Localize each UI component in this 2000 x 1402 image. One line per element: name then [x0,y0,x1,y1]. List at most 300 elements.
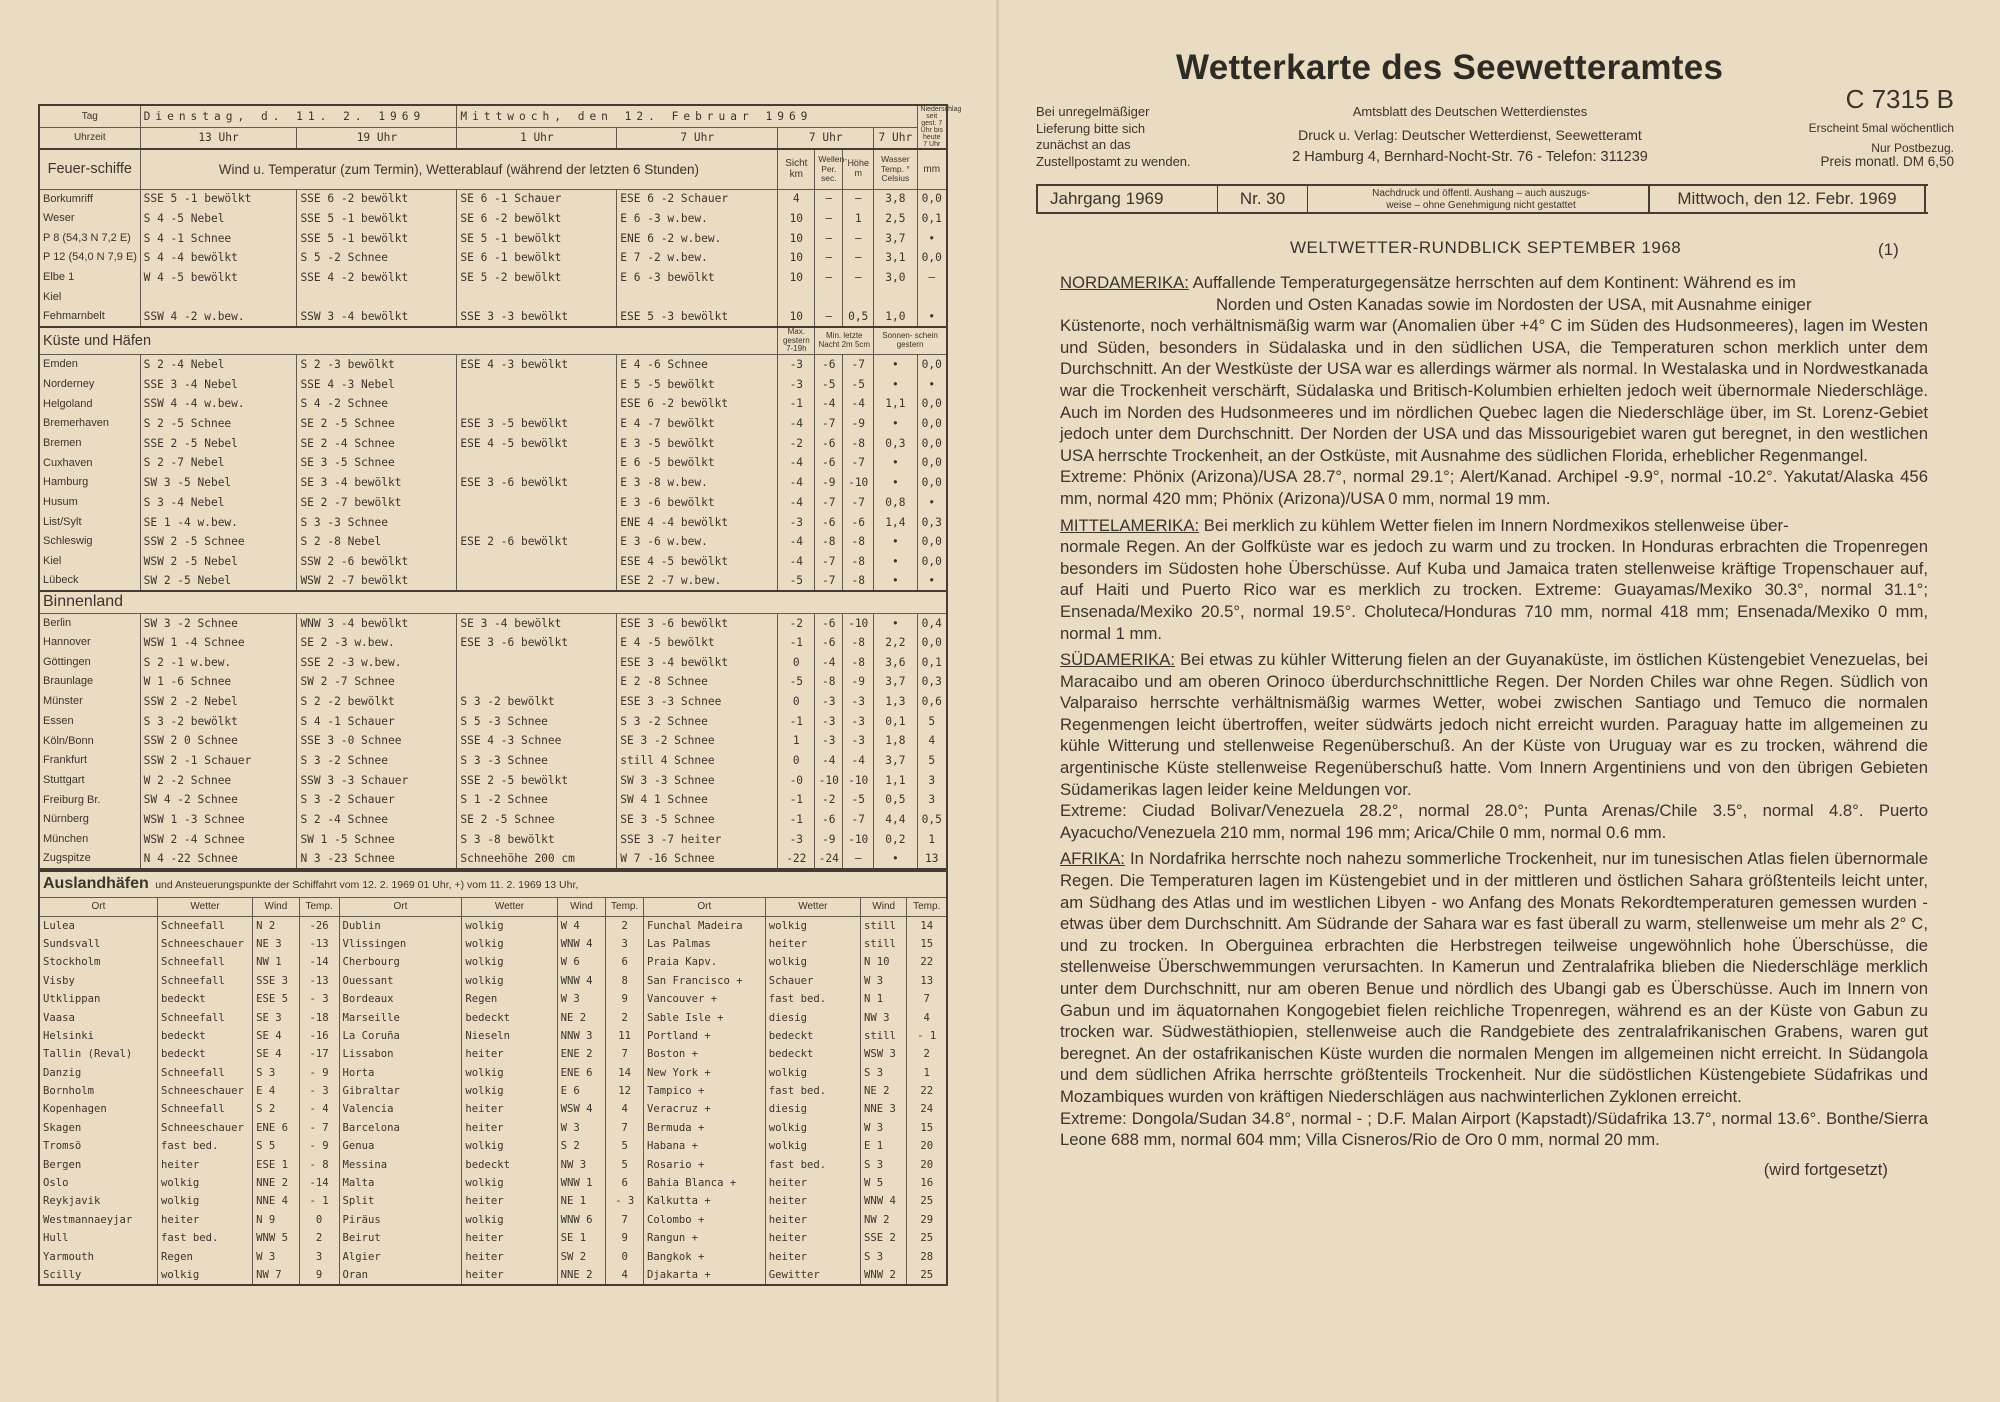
station-name: Husum [39,493,140,513]
table-cell: SE 2 -7 bewölkt [297,493,457,513]
table-cell: E 3 -8 w.bew. [617,473,778,493]
table-cell: SW 4 1 Schnee [617,790,778,810]
station-name: München [39,830,140,850]
table-cell: WNW 4 [557,972,606,990]
table-cell: heiter [765,1193,860,1211]
table-cell: WNW 4 [557,935,606,953]
port-name: Lissabon [339,1045,462,1063]
table-cell: 0,0 [917,473,947,493]
port-name: La Coruña [339,1027,462,1045]
table-cell: fast bed. [157,1137,252,1155]
column-header: Ort [643,897,765,917]
nachdruck-line: weise – ohne Genehmigung nicht gestattet [1386,200,1576,211]
table-cell: 25 [907,1266,947,1284]
table-row [39,712,947,732]
table-cell: W 4 -5 bewölkt [140,268,297,288]
table-cell: heiter [765,1229,860,1247]
table-cell: -3 [843,712,874,732]
table-cell: heiter [765,1211,860,1229]
table-cell: heiter [462,1119,557,1137]
table-cell: – [843,189,874,209]
table-cell: SE 3 -5 Schnee [297,453,457,473]
table-row [39,953,947,971]
port-name: Skagen [39,1119,157,1137]
port-name: Horta [339,1064,462,1082]
column-header: Temp. [907,897,947,917]
column-header: Wetter [157,897,252,917]
station-name: Hamburg [39,473,140,493]
time-7c: 7 Uhr [874,127,917,149]
table-cell: 28 [907,1248,947,1266]
table-cell: Schneefall [157,972,252,990]
table-cell: SSE 3 -0 Schnee [297,731,457,751]
table-row [39,1137,947,1155]
table-cell: • [874,453,917,473]
table-cell: -2 [778,613,815,633]
table-cell [457,512,617,532]
table-cell: 4 [778,189,815,209]
table-cell: S 3 -2 bewölkt [457,692,617,712]
table-cell: W 2 -2 Schnee [140,771,297,791]
table-cell: -6 [843,512,874,532]
table-cell: wolkig [462,972,557,990]
table-cell: Schauer [765,972,860,990]
table-cell: -6 [815,453,843,473]
table-cell: NE 2 [860,1082,907,1100]
wind-temp-header: Wind u. Temperatur (zum Termin), Wetterablauf (während der letzten 6 Stunden) [140,149,778,189]
table-cell: S 2 -1 w.bew. [140,652,297,672]
station-name: List/Sylt [39,512,140,532]
port-name: Utklippan [39,990,157,1008]
column-header: Wind [860,897,907,917]
table-cell: E 3 -6 bewölkt [617,493,778,513]
table-cell: SSE 3 -7 heiter [617,830,778,850]
table-cell: - 8 [299,1156,339,1174]
table-cell: WNW 6 [557,1211,606,1229]
table-cell: WSW 4 [557,1101,606,1119]
table-cell: -6 [815,633,843,653]
table-cell: -3 [843,731,874,751]
table-cell: 2,2 [874,633,917,653]
port-name: Vancouver + [643,990,765,1008]
table-cell: 29 [907,1211,947,1229]
table-cell: wolkig [462,917,557,935]
table-cell: – [843,248,874,268]
column-header: Wind [557,897,606,917]
station-name: Emden [39,355,140,375]
table-row [39,751,947,771]
table-cell: SW 4 -2 Schnee [140,790,297,810]
table-cell: • [917,571,947,591]
table-cell: -5 [843,375,874,395]
port-name: Reykjavik [39,1193,157,1211]
table-cell: – [815,209,843,229]
table-cell: -14 [299,953,339,971]
jahrgang: Jahrgang 1969 [1036,186,1218,212]
af-extreme: Extreme: Dongola/Sudan 34.8°, normal - ; D.F. Malan Airport (Kapstadt)/Südafrika 13.7°, normal 13.6°. Bonthe/Sierra Leone 688 mm, normal 604 mm; Villa Cisneros/Rio de Oro 0 mm, normal 20 mm. [1060,1108,1928,1150]
table-cell: 3,7 [874,751,917,771]
port-name: Rosario + [643,1156,765,1174]
station-name: Köln/Bonn [39,731,140,751]
table-cell: -3 [843,692,874,712]
port-name: Hull [39,1229,157,1247]
table-cell: SE 4 [253,1045,300,1063]
station-name: Borkumriff [39,189,140,209]
column-header: Wetter [765,897,860,917]
table-cell: 11 [606,1027,644,1045]
table-cell: Schneefall [157,1101,252,1119]
table-row [39,849,947,869]
table-cell: -5 [815,375,843,395]
table-cell: wolkig [765,1064,860,1082]
issue-date: Mittwoch, den 12. Febr. 1969 [1648,186,1926,212]
table-cell: SW 3 -2 Schnee [140,613,297,633]
weather-table [38,104,962,870]
table-cell: N 1 [860,990,907,1008]
table-cell: – [843,228,874,248]
table-cell [778,287,815,307]
table-cell: ENE 2 [557,1045,606,1063]
table-row [39,453,947,473]
station-name: Elbe 1 [39,268,140,288]
table-cell: 0,0 [917,453,947,473]
table-cell: -16 [299,1027,339,1045]
date-wednesday: Mittwoch, den 12. Februar 1969 [457,105,917,127]
table-cell: 1 [843,209,874,229]
table-cell: S 5 -2 Schnee [297,248,457,268]
table-cell [843,287,874,307]
table-cell: • [874,613,917,633]
table-cell: SE 6 -1 bewölkt [457,248,617,268]
table-cell: NNE 2 [557,1266,606,1284]
table-cell: heiter [462,1101,557,1119]
section-suedamerika [1060,649,1928,843]
kueste-heading: Küste und Häfen [39,327,778,355]
table-cell: 0,0 [917,248,947,268]
station-name: Helgoland [39,394,140,414]
table-cell: -5 [843,790,874,810]
table-cell: wolkig [462,953,557,971]
druck-verlag: Druck u. Verlag: Deutscher Wetterdienst, Seewetteramt [1298,126,1642,143]
table-cell: 0,3 [917,672,947,692]
table-cell: - 9 [299,1137,339,1155]
table-cell: • [874,375,917,395]
table-cell: 0,0 [917,633,947,653]
table-row [39,414,947,434]
table-cell: 0,6 [917,692,947,712]
table-cell: 25 [907,1229,947,1247]
table-cell: • [917,307,947,327]
table-cell: -4 [778,532,815,552]
table-cell: -3 [778,830,815,850]
table-row [39,1119,947,1137]
delivery-line: Bei unregelmäßiger [1036,104,1150,119]
table-row [39,771,947,791]
table-cell: 5 [917,751,947,771]
table-cell: -7 [815,414,843,434]
time-1: 1 Uhr [457,127,617,149]
table-row [39,692,947,712]
table-cell: W 1 -6 Schnee [140,672,297,692]
port-name: Veracruz + [643,1101,765,1119]
port-name: Oran [339,1266,462,1284]
station-name: Norderney [39,375,140,395]
table-cell: – [815,248,843,268]
table-cell: 9 [606,1229,644,1247]
table-cell: -10 [843,830,874,850]
table-cell: SE 2 -5 Schnee [457,810,617,830]
table-cell: - 4 [299,1101,339,1119]
table-cell: -4 [778,414,815,434]
table-cell: ESE 3 -6 bewölkt [457,633,617,653]
table-cell: – [815,268,843,288]
table-cell: 10 [778,307,815,327]
table-cell: 5 [917,712,947,732]
table-cell: ESE 5 [253,990,300,1008]
table-cell: -6 [815,810,843,830]
table-cell: – [843,849,874,869]
feuerschiffe-heading: Feuer-schiffe [39,149,140,189]
table-cell: heiter [157,1156,252,1174]
mm-header: mm [917,149,947,189]
table-cell: 0,5 [917,810,947,830]
port-name: Danzig [39,1064,157,1082]
table-cell: S 3 -4 Nebel [140,493,297,513]
port-name: Sable Isle + [643,1009,765,1027]
table-cell: S 3 [860,1248,907,1266]
table-row [39,1156,947,1174]
table-cell: 24 [907,1101,947,1119]
sa-extreme: Extreme: Ciudad Bolivar/Venezuela 28.2°, normal 28.0°; Punta Arenas/Chile 3.5°, normal 4.8°. Puerto Ayacucho/Venezuela 210 mm, normal 196 mm; Arica/Chile 0 mm, normal 0.6 mm. [1060,801,1928,842]
port-name: Tallin (Reval) [39,1045,157,1063]
table-cell: bedeckt [157,1027,252,1045]
port-name: Split [339,1193,462,1211]
table-cell: 13 [917,849,947,869]
table-cell: Schneeschauer [157,1119,252,1137]
table-cell: - 9 [299,1064,339,1082]
table-cell: 6 [606,953,644,971]
table-cell: 7 [606,1045,644,1063]
table-row [39,1193,947,1211]
port-name: Scilly [39,1266,157,1284]
table-row [39,209,947,229]
table-row [39,552,947,572]
table-row [39,731,947,751]
table-row [39,512,947,532]
table-cell: S 3 [860,1064,907,1082]
table-row [39,1064,947,1082]
rundblick-heading: WELTWETTER-RUNDBLICK SEPTEMBER 1968 [1290,238,1682,257]
table-cell: - 7 [299,1119,339,1137]
table-cell: 4 [606,1266,644,1284]
table-cell: S 3 -2 Schnee [617,712,778,732]
port-name: Sundsvall [39,935,157,953]
delivery-note [1036,104,1246,170]
port-name: Lulea [39,917,157,935]
station-name: Schleswig [39,532,140,552]
table-cell: SE 5 -2 bewölkt [457,268,617,288]
table-cell: NNW 3 [557,1027,606,1045]
table-cell: Gewitter [765,1266,860,1284]
table-cell: 5 [606,1156,644,1174]
table-cell: WSW 1 -4 Schnee [140,633,297,653]
table-cell: heiter [462,1248,557,1266]
station-name: P 12 (54,0 N 7,9 E) [39,248,140,268]
station-name: Essen [39,712,140,732]
table-cell: SSW 2 -1 Schauer [140,751,297,771]
table-row [39,493,947,513]
port-name: Boston + [643,1045,765,1063]
table-cell: bedeckt [462,1156,557,1174]
table-cell: S 4 -1 Schauer [297,712,457,732]
table-cell: SE 6 -1 Schauer [457,189,617,209]
table-row [39,307,947,327]
table-cell: • [917,493,947,513]
publication-code: C 7315 B [1845,84,1954,114]
table-cell: 0,0 [917,434,947,454]
table-cell: S 3 -3 Schnee [297,512,457,532]
table-cell: Regen [157,1248,252,1266]
port-name: Praia Kapv. [643,953,765,971]
table-cell [297,287,457,307]
table-cell: 9 [606,990,644,1008]
table-cell: Schneefall [157,1064,252,1082]
port-name: Tampico + [643,1082,765,1100]
port-name: Bergen [39,1156,157,1174]
table-cell: 0,0 [917,355,947,375]
table-cell: S 2 [253,1101,300,1119]
table-row [39,571,947,591]
table-cell: wolkig [462,1064,557,1082]
table-row [39,1009,947,1027]
date-tuesday: Dienstag, d. 11. 2. 1969 [140,105,457,127]
table-cell: 2 [606,1009,644,1027]
table-cell: 1 [917,830,947,850]
table-cell: 3 [299,1248,339,1266]
table-cell [457,493,617,513]
table-row [39,473,947,493]
table-cell: 7 [606,1211,644,1229]
na-text: Norden und Osten Kanadas sowie im Nordosten der USA, mit Ausnahme einiger [1216,294,1812,314]
port-name: Gibraltar [339,1082,462,1100]
port-name: Genua [339,1137,462,1155]
wasser-temp-header: Wasser Temp. ° Celsius [874,149,917,189]
table-row [39,287,947,307]
table-cell: Schneefall [157,917,252,935]
table-cell: • [874,571,917,591]
table-cell: -26 [299,917,339,935]
port-name: Dublin [339,917,462,935]
station-name: Weser [39,209,140,229]
port-name: Visby [39,972,157,990]
table-cell [457,287,617,307]
table-cell: 4 [917,731,947,751]
table-row [39,810,947,830]
observation-tables [38,104,962,1336]
table-cell: 13 [907,972,947,990]
port-name: Bahia Blanca + [643,1174,765,1192]
table-cell: 14 [907,917,947,935]
table-cell: 0 [606,1248,644,1266]
table-cell: -4 [815,652,843,672]
postbezug: Nur Postbezug. [1871,141,1954,155]
table-cell: heiter [765,935,860,953]
table-cell: W 3 [860,1119,907,1137]
time-7: 7 Uhr [617,127,778,149]
heading-afrika: AFRIKA: [1060,849,1125,869]
table-cell: S 4 -2 Schnee [297,394,457,414]
table-cell: SSE 4 -3 Nebel [297,375,457,395]
table-cell: S 2 [557,1137,606,1155]
continued-note: (wird fortgesetzt) [1763,1159,1888,1179]
delivery-line: Zustellpostamt zu wenden. [1036,153,1191,169]
nachdruck-note [1316,186,1646,212]
station-name: Kiel [39,552,140,572]
table-cell: -10 [815,771,843,791]
table-cell: 1,1 [874,771,917,791]
table-row [39,248,947,268]
table-cell: 20 [907,1137,947,1155]
table-cell: -10 [843,771,874,791]
table-cell: WSW 1 -3 Schnee [140,810,297,830]
table-cell: -8 [843,571,874,591]
table-row [39,652,947,672]
table-cell: W 3 [253,1248,300,1266]
table-cell: 0,0 [917,189,947,209]
na-extreme: Extreme: Phönix (Arizona)/USA 28.7°, normal 29.1°; Alert/Kanad. Archipel -9.9°, normal -10.2°. Yakutat/Alaska 456 mm, normal 420 mm; Phönix (Arizona)/USA 0 mm, normal 19 mm. [1060,467,1928,508]
table-cell: NE 2 [557,1009,606,1027]
table-cell: SSE 4 -2 bewölkt [297,268,457,288]
table-cell: 3,1 [874,248,917,268]
table-cell: 0,0 [917,394,947,414]
table-cell: SE 5 -1 bewölkt [457,228,617,248]
table-cell: Schneeschauer [157,935,252,953]
table-cell: Schneeschauer [157,1082,252,1100]
table-row [39,1045,947,1063]
table-cell: SW 1 -5 Schnee [297,830,457,850]
table-cell: -17 [299,1045,339,1063]
table-cell: 3 [606,935,644,953]
table-cell: 0,2 [874,830,917,850]
table-row [39,1101,947,1119]
table-cell: S 4 -4 bewölkt [140,248,297,268]
table-cell: 7 [606,1119,644,1137]
table-cell: 0,3 [917,512,947,532]
table-cell: SSE 2 [860,1229,907,1247]
min-header-label: Min. letzte Nacht 2m [818,331,863,350]
table-cell: N 9 [253,1211,300,1229]
table-cell: SE 2 -4 Schnee [297,434,457,454]
table-row [39,375,947,395]
port-name: Bordeaux [339,990,462,1008]
table-cell: -2 [815,790,843,810]
table-cell: SSE 2 -5 Nebel [140,434,297,454]
port-name: Bermuda + [643,1119,765,1137]
table-cell: SSW 2 -6 bewölkt [297,552,457,572]
table-cell: SSW 3 -4 bewölkt [297,307,457,327]
tag-label: Tag [39,105,140,127]
table-cell: NNE 3 [860,1101,907,1119]
column-header: Temp. [606,897,644,917]
table-cell: -9 [843,672,874,692]
table-cell [815,287,843,307]
table-cell: S 2 -2 bewölkt [297,692,457,712]
port-name: Yarmouth [39,1248,157,1266]
station-name: Hannover [39,633,140,653]
table-cell: ESE 3 -6 bewölkt [457,473,617,493]
uhrzeit-label: Uhrzeit [39,127,140,149]
right-page [1036,0,1966,1402]
